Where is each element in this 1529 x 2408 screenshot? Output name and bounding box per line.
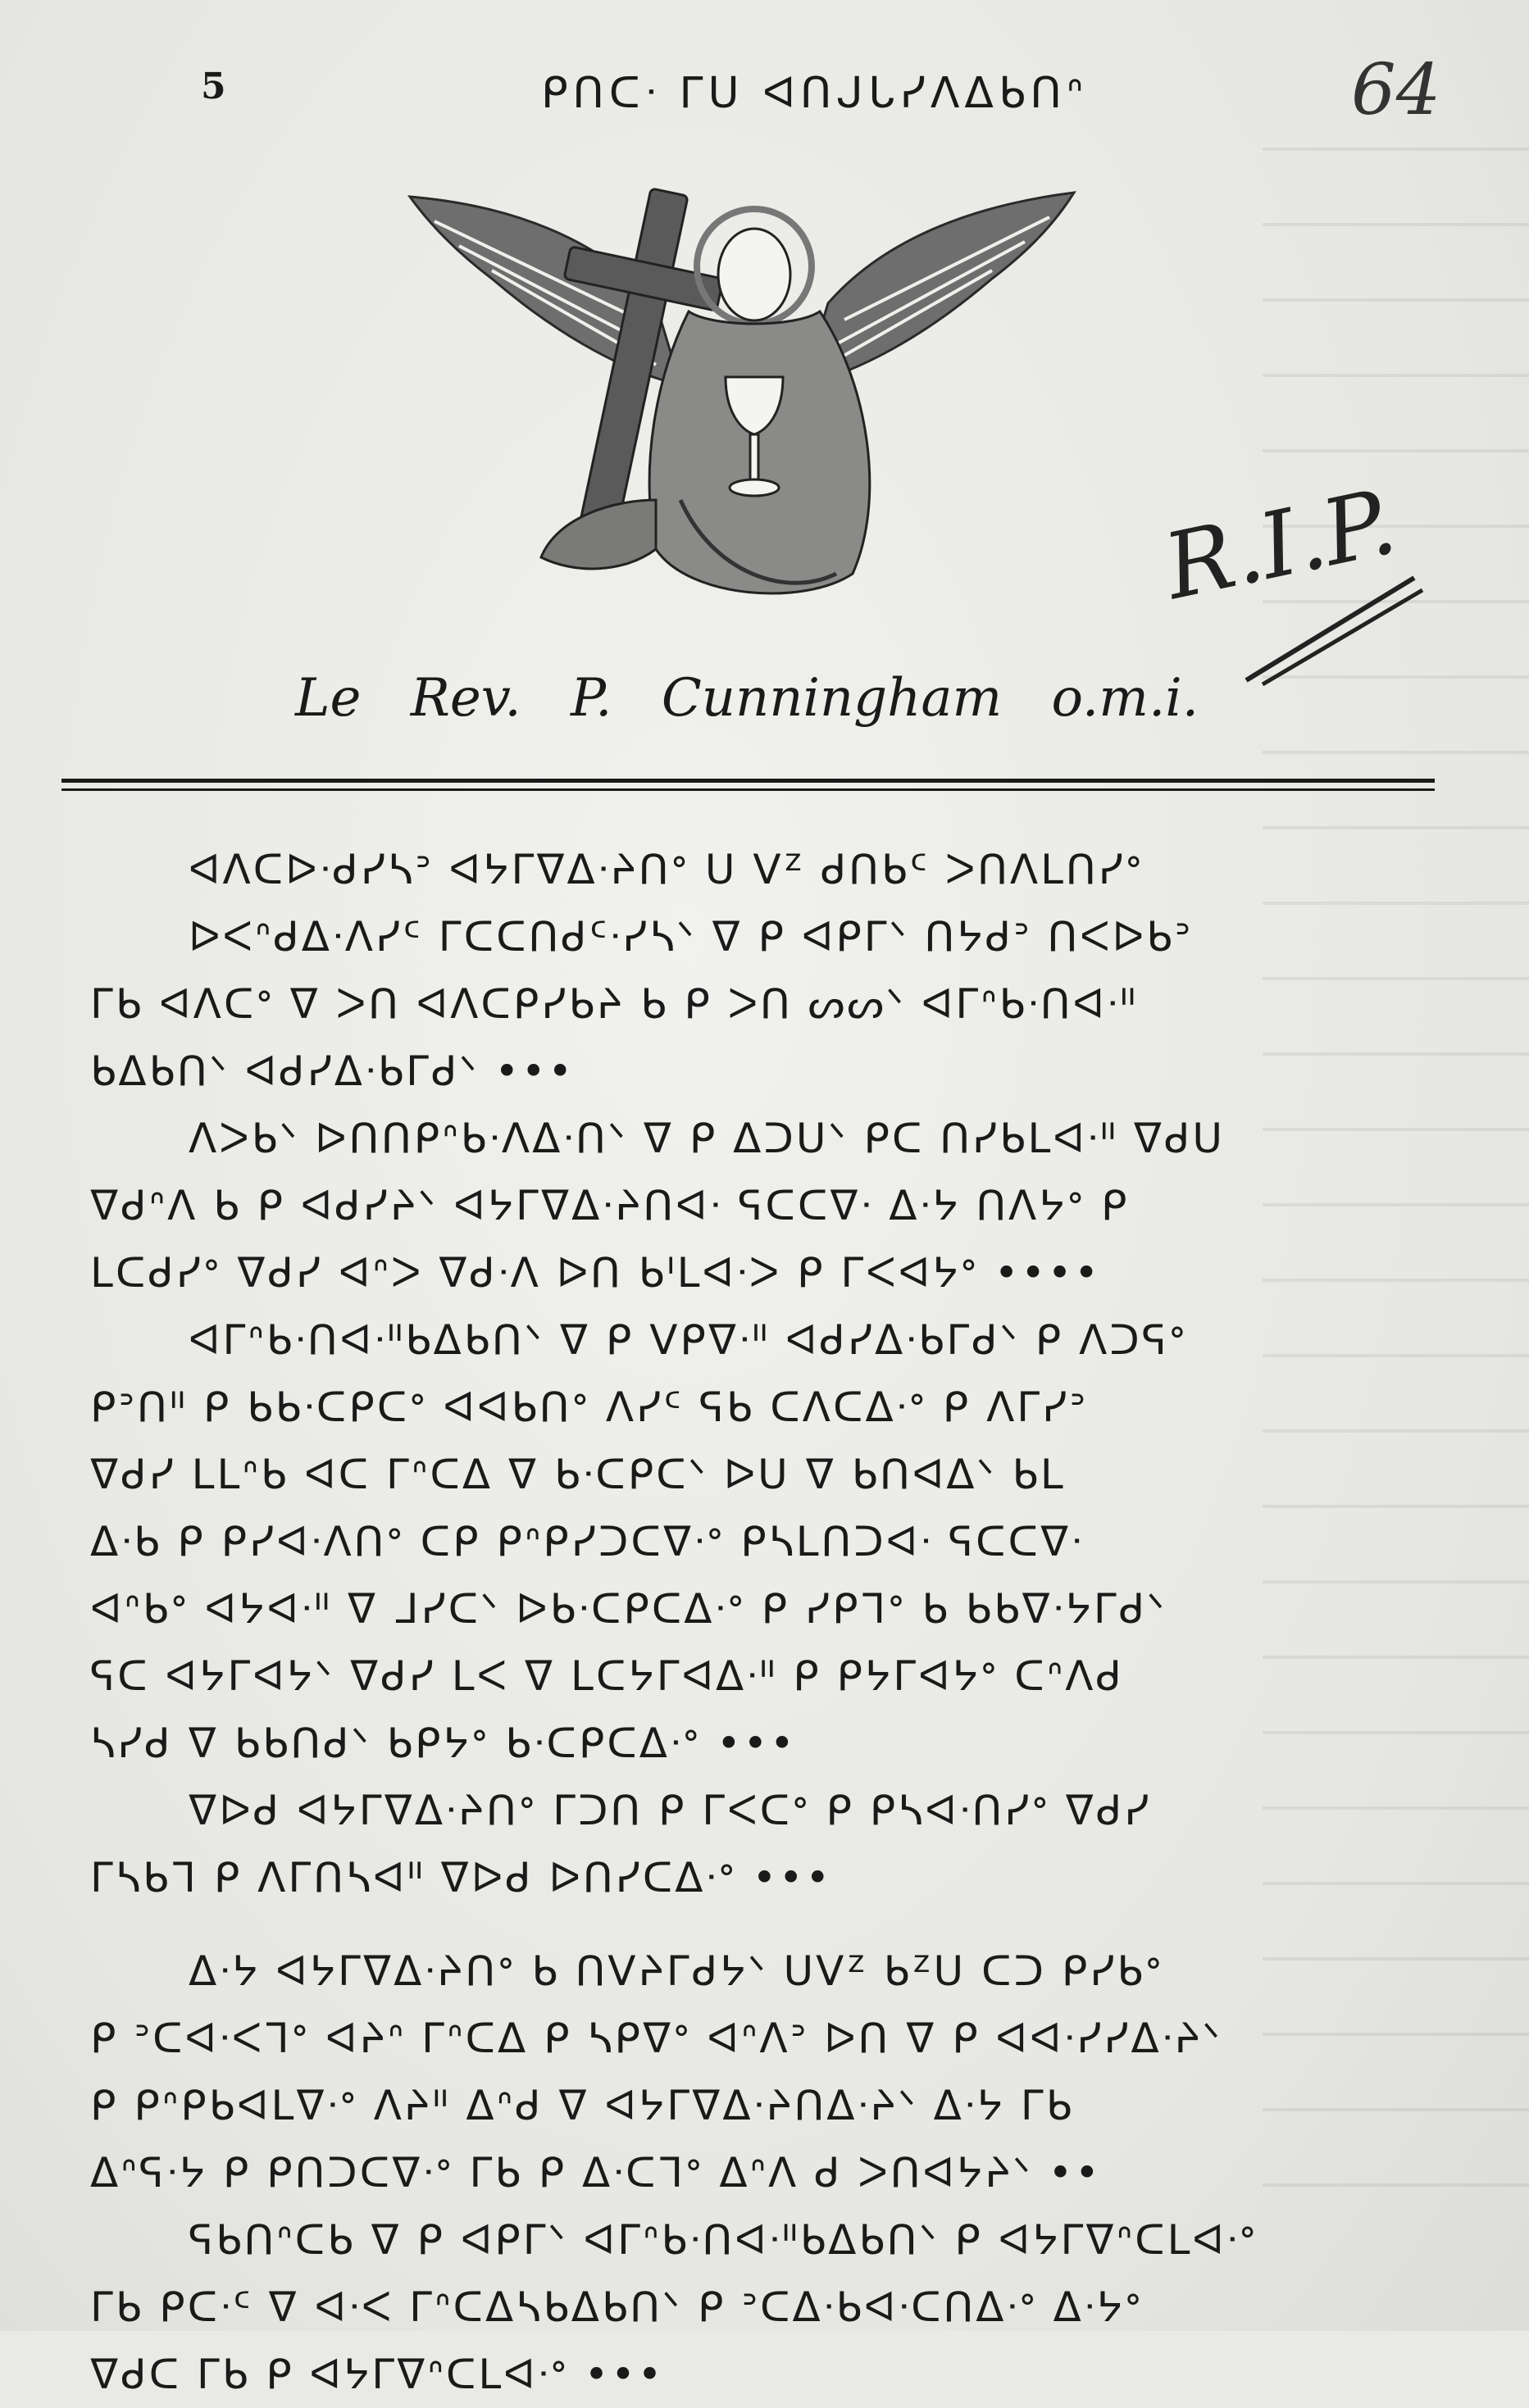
angel-illustration <box>410 189 1074 615</box>
text-line: ᑭ ᑭᐢᑭᑲᐊᒪᐁᐧᐤ ᐱᔨᐦ ᐃᐢᑯ ᐁ ᐊᔭᒥᐁᐃᐧᔨᑎᐃᐧᔨᐠ ᐃᐧᔭ ᒥᑲ <box>90 2082 1075 2129</box>
text-line: ᕋᑕ ᐊᔭᒥᐊᔭᐠ ᐁᑯᓯ ᒪᐸ ᐁ ᒪᑕᔭᒥᐊᐃᐧᐦ ᑭ ᑭᔭᒥᐊᔭᐤ ᑕᐢᐱᑯ <box>90 1652 1124 1700</box>
divider-rule-thin <box>61 788 1435 791</box>
text-line: ᕋᑲᑎᐢᑕᑲ ᐁ ᑭ ᐊᑭᒥᐠ ᐊᒥᐢᑲᐧᑎᐊᐧᐦᑲᐃᑲᑎᐠ ᑭ ᐊᔭᒥᐁᐢᑕᒪᐊᐧᐤ <box>189 2216 1258 2264</box>
text-line: ᐃᐢᕋᐧᔭ ᑭ ᑭᑎᑐᑕᐁᐧᐤ ᒥᑲ ᑭ ᐃᐧᑕᒣᐤ ᐃᐢᐱ ᑯ ᐳᑎᐊᔭᔨᐠ •• <box>90 2149 1102 2197</box>
text-line: ᒪᑕᑯᓯᐤ ᐁᑯᓯ ᐊᐢᐳ ᐁᑯᐧᐱ ᐅᑎ ᑲᑊᒪᐊᐧᐳ ᑭ ᒥᐸᐊᔭᐤ •••• <box>90 1249 1101 1297</box>
text-line: ᐃᐧᔭ ᐊᔭᒥᐁᐃᐧᔨᑎᐤ ᑲ ᑎᐯᔨᒥᑯᔭᐠ ᑌᐯᙆ ᑲᙆᑌ ᑕᑐ ᑭᓯᑲᐤ <box>189 1947 1164 1995</box>
text-line: ᐁᑯᓯ ᒪᒪᐢᑲ ᐊᑕ ᒥᐢᑕᐃ ᐁ ᑲᐧᑕᑭᑕᐠ ᐅᑌ ᐁ ᑲᑎᐊᐃᐠ ᑲᒪ <box>90 1451 1066 1498</box>
text-line: ᐱᐳᑲᐠ ᐅᑎᑎᑭᐢᑲᐧᐱᐃᐧᑎᐠ ᐁ ᑭ ᐃᑐᑌᐠ ᑭᑕ ᑎᓯᑲᒪᐊᐧᐦ ᐁᑯᑌ <box>189 1115 1225 1162</box>
text-line: ᑭ ᐣᑕᐊᐧᐸᒣᐤ ᐊᔨᐢ ᒥᐢᑕᐃ ᑭ ᓴᑭᐁᐤ ᐊᐢᐱᐣ ᐅᑎ ᐁ ᑭ ᐊᐊᐧᓯᓯᐃᐧᔨᐠ <box>90 2015 1223 2062</box>
text-line: ᐊᒥᐢᑲᐧᑎᐊᐧᐦᑲᐃᑲᑎᐠ ᐁ ᑭ ᐯᑭᐁᐧᐦ ᐊᑯᓯᐃᐧᑲᒥᑯᐠ ᑭ ᐱᑐᕋᐤ <box>189 1316 1188 1364</box>
text-line: ᒥᓴᑲᒣ ᑭ ᐱᒥᑎᓴᐊᐦ ᐁᐅᑯ ᐅᑎᓯᑕᐃᐧᐤ ••• <box>90 1854 833 1901</box>
text-line: ᐊᐱᑕᐅᐧᑯᓯᓴᐣ ᐊᔭᒥᐁᐃᐧᔨᑎᐤ ᑌ ᐯᙆ ᑯᑎᑲᑦ ᐳᑎᐱᒪᑎᓯᐤ <box>189 846 1144 893</box>
text-line: ᐃᐧᑲ ᑭ ᑭᓯᐊᐧᐱᑎᐤ ᑕᑭ ᑭᐢᑭᓯᑐᑕᐁᐧᐤ ᑭᓴᒪᑎᑐᐊᐧ ᕋᑕᑕᐁᐧ <box>90 1518 1085 1565</box>
text-line: ᐁᑯᐢᐱ ᑲ ᑭ ᐊᑯᓯᔨᐠ ᐊᔭᒥᐁᐃᐧᔨᑎᐊᐧ ᕋᑕᑕᐁᐧ ᐃᐧᔭ ᑎᐱᔭᐤ ᑭ <box>90 1182 1130 1229</box>
handwritten-folio-number: 64 <box>1351 49 1441 131</box>
handwritten-rip-annotation: R.I.P. <box>1155 468 1405 620</box>
text-line: ᒥᑲ ᑭᑕᐧᑦ ᐁ ᐊᐧᐸ ᒥᐢᑕᐃᓴᑲᐃᑲᑎᐠ ᑭ ᐣᑕᐃᐧᑲᐊᐧᑕᑎᐃᐧᐤ ᐃᐧᔭᐤ <box>90 2283 1144 2331</box>
syllabic-body-text <box>90 836 1435 2408</box>
text-line: ᐅᐸᐢᑯᐃᐧᐱᓯᑦ ᒥᑕᑕᑎᑯᑦᐧᓯᓴᐠ ᐁ ᑭ ᐊᑭᒥᐠ ᑎᔭᑯᐣ ᑎᐸᐅᑲᐣ <box>189 913 1194 961</box>
text-line: ᑲᐃᑲᑎᐠ ᐊᑯᓯᐃᐧᑲᒥᑯᐠ ••• <box>90 1047 575 1095</box>
text-line: ᒥᑲ ᐊᐱᑕᐤ ᐁ ᐳᑎ ᐊᐱᑕᑭᓯᑲᔨ ᑲ ᑭ ᐳᑎ ᔕᔕᐠ ᐊᒥᐢᑲᐧᑎᐊᐧᐦ <box>90 980 1138 1028</box>
text-line: ᐁᑯᑕ ᒥᑲ ᑭ ᐊᔭᒥᐁᐢᑕᒪᐊᐧᐤ ••• <box>90 2351 665 2398</box>
text-line: ᐊᐢᑲᐤ ᐊᔭᐊᐧᐦ ᐁ ᒧᓯᑕᐠ ᐅᑲᐧᑕᑭᑕᐃᐧᐤ ᑭ ᓯᑭᒣᐤ ᑲ ᑲᑲᐁᐧᔭᒥᑯᐠ <box>90 1585 1167 1633</box>
text-line: ᓴᓯᑯ ᐁ ᑲᑲᑎᑯᐠ ᑲᑭᔭᐤ ᑲᐧᑕᑭᑕᐃᐧᐤ ••• <box>90 1720 797 1767</box>
portrait-caption: Le Rev. P. Cunningham o.m.i. <box>295 668 1199 729</box>
divider-rule <box>61 779 1435 783</box>
running-title: ᑭᑎᑕᐧ ᒥᑌ ᐊᑎᒍᒐᓯᐱᐃᑲᑎᐢ <box>541 69 1088 118</box>
text-line: ᑭᐣᑎᐦ ᑭ ᑲᑲᐧᑕᑭᑕᐤ ᐊᐊᑲᑎᐤ ᐱᓯᑦ ᕋᑲ ᑕᐱᑕᐃᐧᐤ ᑭ ᐱᒥᓯᐣ <box>90 1383 1088 1431</box>
text-line: ᐁᐅᑯ ᐊᔭᒥᐁᐃᐧᔨᑎᐤ ᒥᑐᑎ ᑭ ᒥᐸᑕᐤ ᑭ ᑭᓴᐊᐧᑎᓯᐤ ᐁᑯᓯ <box>189 1787 1152 1834</box>
page-number: 5 <box>201 66 226 107</box>
